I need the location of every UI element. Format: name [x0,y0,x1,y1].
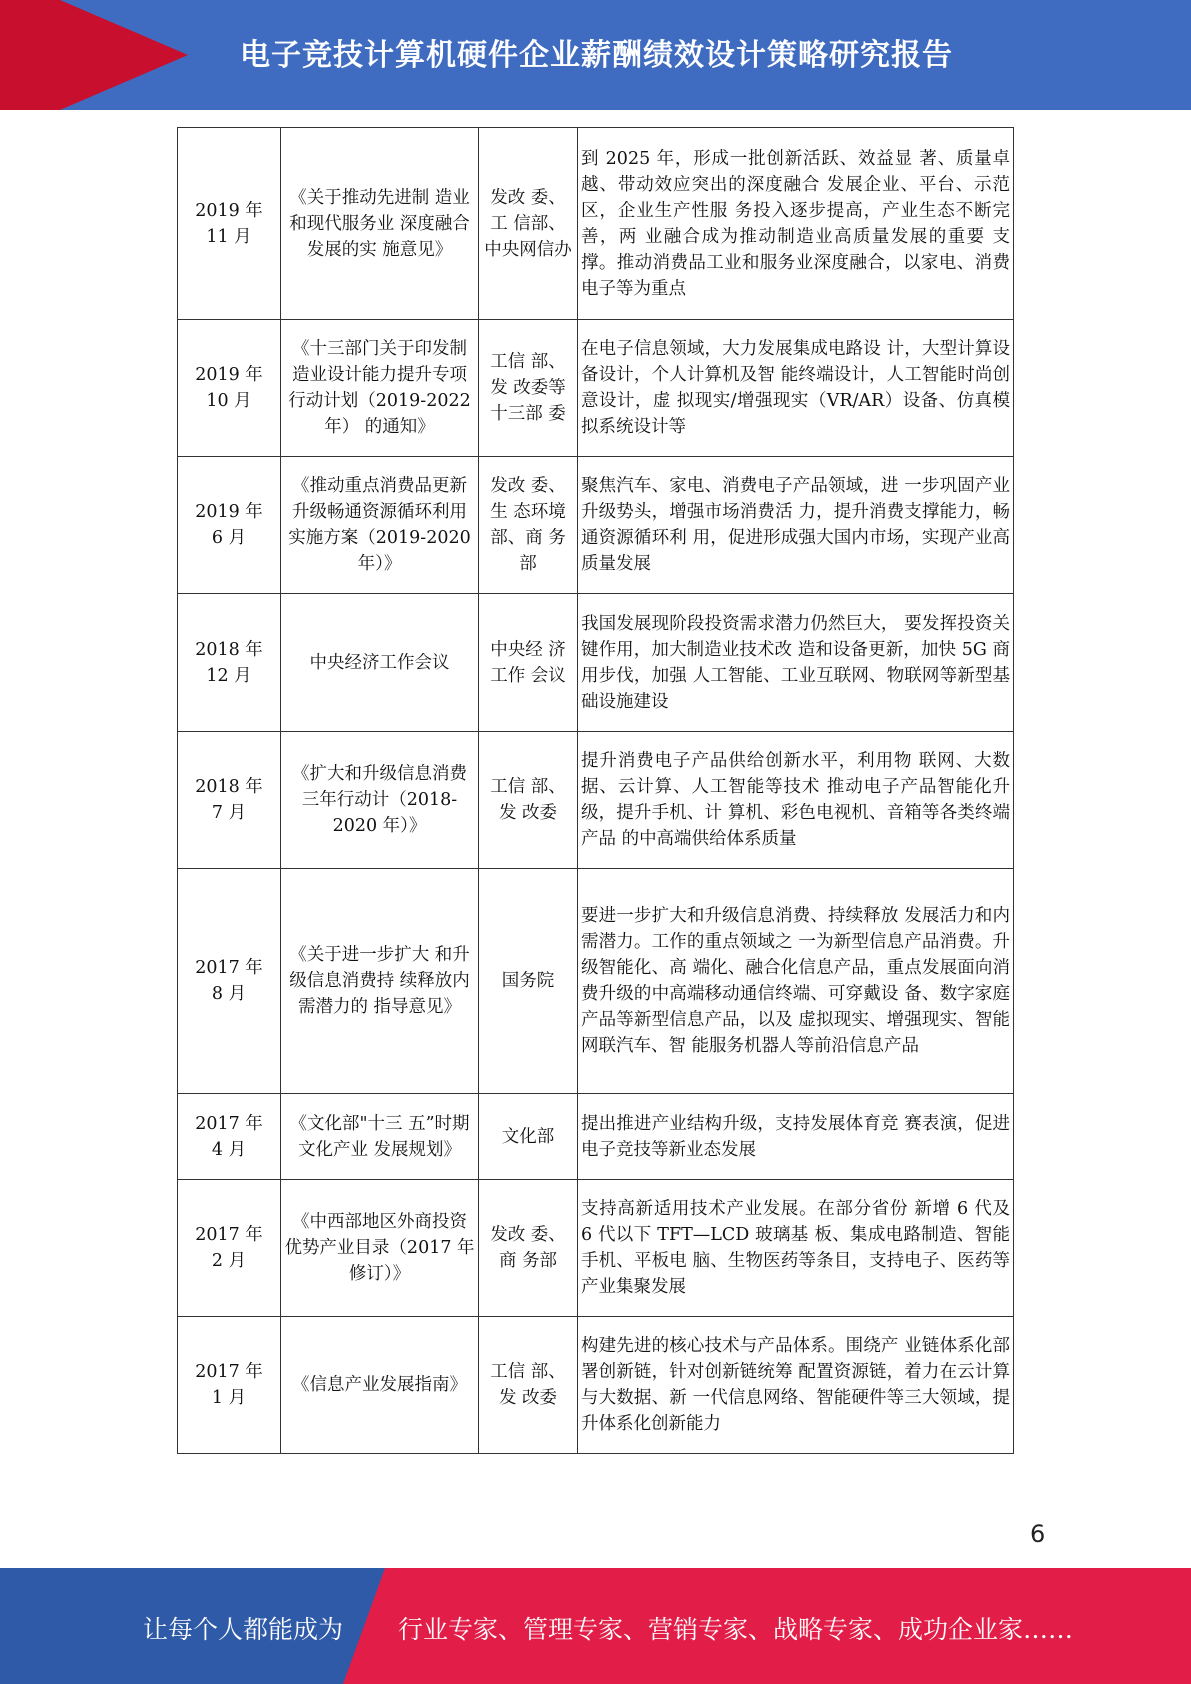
table-row [178,320,1014,457]
content-cell: 聚焦汽车、家电、消费电子产品领域，进 一步巩固产业升级势头，增强市场消费活 力，提升消费支撑能力，畅通资源循环利 用，促进形成强大国内市场，实现产业高 质量发展 [578,457,1014,594]
content-cell: 要进一步扩大和升级信息消费、持续释放 发展活力和内需潜力。工作的重点领域之 一为新型信息产品消费。升级智能化、高 端化、融合化信息产品，重点发展面向消 费升级的中高端移动通信终端、可穿戴设 备、数字家庭产品等新型信息产品，以及 虚拟现实、增强现实、智能网联汽车、智 能服务机器人等前沿信息产品 [578,869,1014,1094]
doc-cell: 中央经济工作会议 [281,594,479,732]
header-red-arrow [60,0,188,110]
doc-cell: 《扩大和升级信息消费三年行动计（2018-2020 年）》 [281,732,479,869]
doc-cell: 《文化部"十三 五”时期文化产业 发展规划》 [281,1094,479,1180]
doc-cell: 《关于推动先进制 造业和现代服务业 深度融合发展的实 施意见》 [281,128,479,320]
table-row [178,1317,1014,1454]
content-cell: 提出推进产业结构升级，支持发展体育竞 赛表演，促进电子竞技等新业态发展 [578,1094,1014,1180]
date-cell: 2017 年 4 月 [178,1094,281,1180]
dept-cell: 工信 部、发 改委 [479,1317,578,1454]
header-title: 电子竞技计算机硬件企业薪酬绩效设计策略研究报告 [240,38,953,73]
date-cell: 2018 年 7 月 [178,732,281,869]
doc-cell: 《推动重点消费品更新升级畅通资源循环利用实施方案（2019-2020 年）》 [281,457,479,594]
doc-cell: 《关于进一步扩大 和升级信息消费持 续释放内需潜力的 指导意见》 [281,869,479,1094]
table-row [178,869,1014,1094]
doc-cell: 《信息产业发展指南》 [281,1317,479,1454]
doc-cell: 《中西部地区外商投资优势产业目录（2017 年修订）》 [281,1180,479,1317]
content-cell: 我国发展现阶段投资需求潜力仍然巨大， 要发挥投资关键作用，加大制造业技术改 造和设备更新，加快 5G 商用步伐，加强 人工智能、工业互联网、物联网等新型基 础设施建设 [578,594,1014,732]
content-cell: 在电子信息领域，大力发展集成电路设 计，大型计算设备设计，个人计算机及智 能终端设计，人工智能时尚创意设计，虚 拟现实/增强现实（VR/AR）设备、仿真模 拟系统设计等 [578,320,1014,457]
table-row [178,457,1014,594]
dept-cell: 发改 委、工 信部、中央网信办 [479,128,578,320]
date-cell: 2019 年 11 月 [178,128,281,320]
dept-cell: 发改 委、商 务部 [479,1180,578,1317]
content-cell: 构建先进的核心技术与产品体系。围绕产 业链体系化部署创新链，针对创新链统筹 配置资源链，着力在云计算与大数据、新 一代信息网络、智能硬件等三大领域，提 升体系化创新能力 [578,1317,1014,1454]
header-red-rect [0,0,60,110]
policy-table [177,127,1014,1454]
doc-cell: 《十三部门关于印发制造业设计能力提升专项行动计划（2019-2022 年） 的通知》 [281,320,479,457]
content-cell: 提升消费电子产品供给创新水平，利用物 联网、大数据、云计算、人工智能等技术 推动电子产品智能化升级，提升手机、计 算机、彩色电视机、音箱等各类终端产品 的中高端供给体系质量 [578,732,1014,869]
content-cell: 支持高新适用技术产业发展。在部分省份 新增 6 代及 6 代以下 TFT—LCD 玻璃基 板、集成电路制造、智能手机、平板电 脑、生物医药等条目，支持电子、医药等 产业集聚发展 [578,1180,1014,1317]
table-row [178,594,1014,732]
dept-cell: 工信 部、发 改委 [479,732,578,869]
dept-cell: 工信 部、发 改委等十三部 委 [479,320,578,457]
date-cell: 2018 年 12 月 [178,594,281,732]
dept-cell: 发改 委、生 态环境部、商 务部 [479,457,578,594]
table-row [178,1180,1014,1317]
dept-cell: 中央经 济工作 会议 [479,594,578,732]
content-cell: 到 2025 年，形成一批创新活跃、效益显 著、质量卓越、带动效应突出的深度融合 发展企业、平台、示范区，企业生产性服 务投入逐步提高，产业生态不断完善，两 业融合成为推动制造业高质量发展的重要 支撑。推动消费品工业和服务业深度融合，以家电、消费电子等为重点 [578,128,1014,320]
page-footer [0,1568,1191,1684]
footer-slogan-left: 让每个人都能成为 [143,1615,344,1644]
page-header [0,0,1191,110]
table-row [178,128,1014,320]
date-cell: 2017 年 8 月 [178,869,281,1094]
dept-cell: 文化部 [479,1094,578,1180]
footer-blue-slant [343,1568,385,1684]
table-row [178,732,1014,869]
date-cell: 2019 年 10 月 [178,320,281,457]
footer-slogan-right: 行业专家、管理专家、营销专家、战略专家、成功企业家…… [398,1615,1074,1644]
date-cell: 2019 年 6 月 [178,457,281,594]
page-number: 6 [1030,1520,1046,1548]
dept-cell: 国务院 [479,869,578,1094]
table-row [178,1094,1014,1180]
date-cell: 2017 年 2 月 [178,1180,281,1317]
date-cell: 2017 年 1 月 [178,1317,281,1454]
